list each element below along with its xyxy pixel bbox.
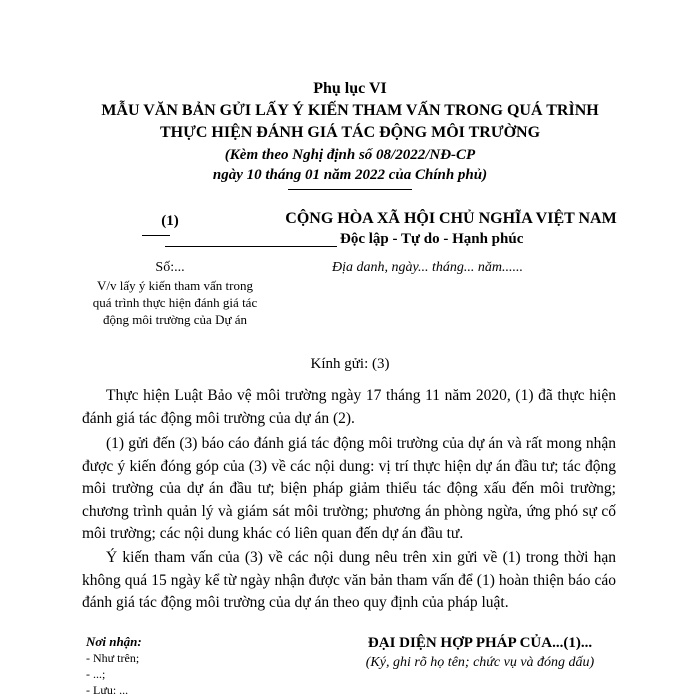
document-number: Số:...	[155, 260, 185, 275]
title-divider	[288, 189, 412, 190]
decree-reference-line2: ngày 10 tháng 01 năm 2022 của Chính phủ)	[212, 167, 488, 183]
receiver-item: - Lưu: ...	[86, 683, 129, 697]
recipient-line: Kính gửi: (3)	[310, 356, 390, 372]
legal-representative-title: ĐẠI DIỆN HỢP PHÁP CỦA...(1)...	[367, 635, 593, 651]
place-and-date: Địa danh, ngày... tháng... năm......	[332, 260, 523, 275]
national-title: CỘNG HÒA XÃ HỘI CHỦ NGHĨA VIỆT NAM	[285, 210, 617, 227]
signature-instruction: (Ký, ghi rõ họ tên; chức vụ và đóng dấu)	[365, 655, 595, 670]
appendix-label: Phụ lục VI	[313, 80, 387, 97]
org-underline	[142, 235, 170, 236]
document-subject: V/v lấy ý kiến tham vấn trong quá trình thực hiện đánh giá tác động môi trường của Dự án	[92, 278, 258, 327]
body-paragraph-1: Thực hiện Luật Bảo vệ môi trường ngày 17 tháng 11 năm 2020, (1) đã thực hiện đánh giá tác động môi trường của dự án (2).	[82, 387, 616, 427]
document-title-line2: THỰC HIỆN ĐÁNH GIÁ TÁC ĐỘNG MÔI TRƯỜNG	[159, 124, 541, 141]
motto-left-rule	[165, 246, 337, 247]
organization-placeholder: (1)	[161, 213, 179, 229]
body-paragraph-3: Ý kiến tham vấn của (3) về các nội dung nêu trên xin gửi về (1) trong thời hạn không quá 15 ngày kể từ ngày nhận được văn bản tham vấn để (1) hoàn thiện báo cáo đánh giá tác động môi trường của dự án theo quy định của pháp luật.	[82, 549, 616, 611]
receiver-item: - Như trên;	[86, 651, 140, 665]
receivers-label: Nơi nhận:	[86, 634, 142, 649]
decree-reference-line1: (Kèm theo Nghị định số 08/2022/NĐ-CP	[224, 147, 476, 163]
receiver-item: - ...;	[86, 667, 106, 681]
document-title-line1: MẪU VĂN BẢN GỬI LẤY Ý KIẾN THAM VẤN TRONG QUÁ TRÌNH	[101, 102, 599, 119]
national-motto: Độc lập - Tự do - Hạnh phúc	[340, 231, 524, 247]
body-paragraph-2: (1) gửi đến (3) báo cáo đánh giá tác động môi trường của dự án và rất mong nhận được ý kiến đóng góp của (3) về các nội dung: vị trí thực hiện dự án đầu tư; tác động môi trường của dự án đầu tư; biện pháp giảm thiểu tác động xấu đến môi trường; chương trình quản lý và giám sát môi trường; phương án phòng ngừa, ứng phó sự cố môi trường; các nội dung khác có liên quan đến dự án đầu tư.	[82, 435, 616, 542]
